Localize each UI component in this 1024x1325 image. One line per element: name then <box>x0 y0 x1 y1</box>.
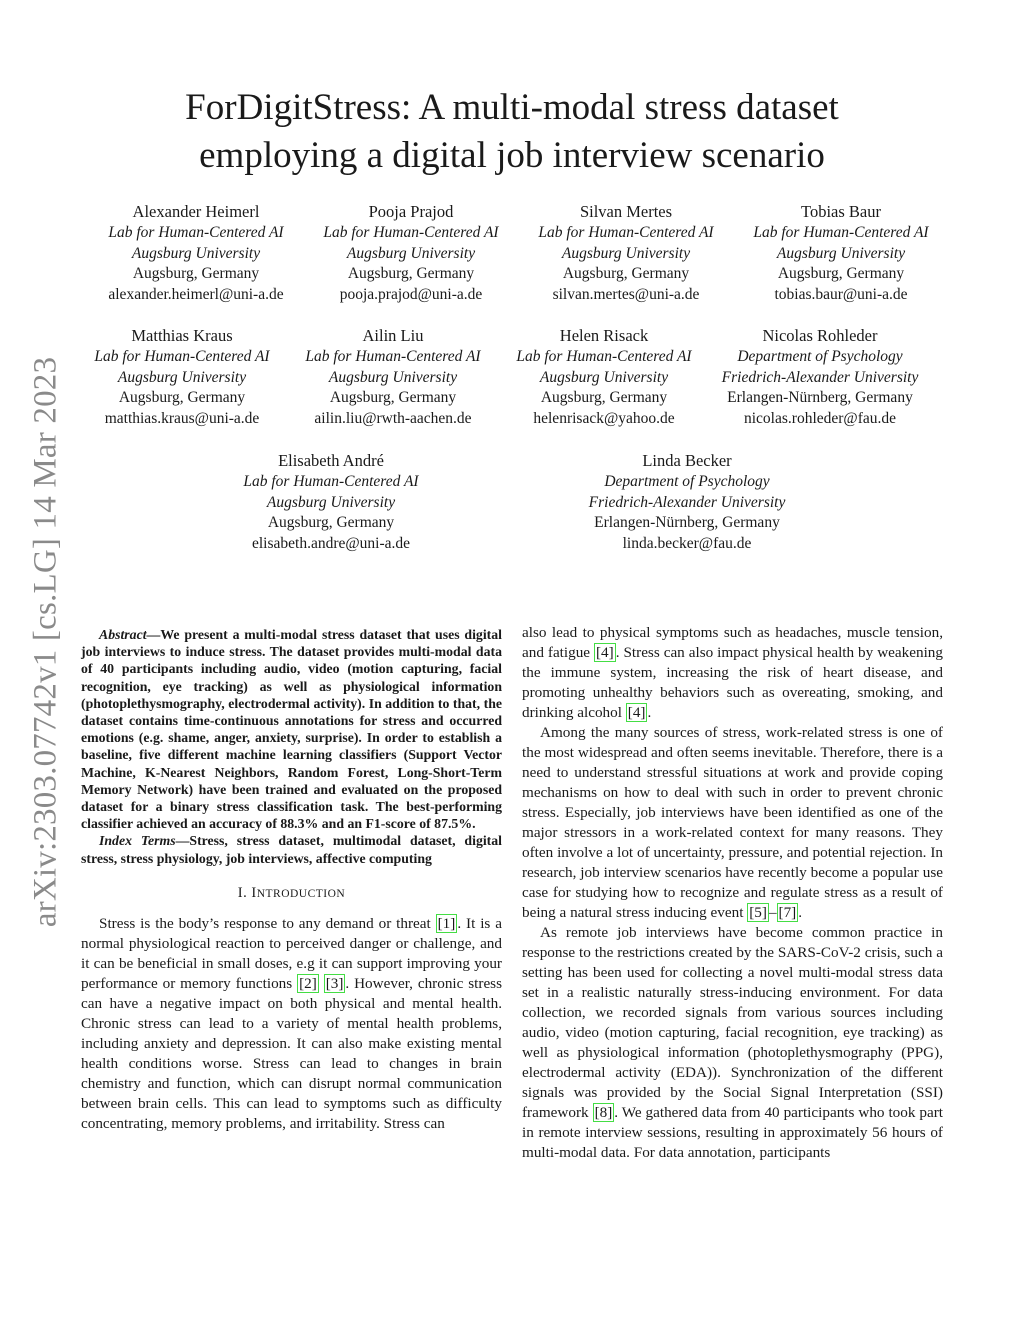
index-terms-text: —Stress, stress dataset, multimodal dataset, digital stress, stress physiology, job interviews, affective computing <box>81 833 502 866</box>
citation-link[interactable]: [5] <box>749 904 767 921</box>
author-email[interactable]: alexander.heimerl@uni-a.de <box>108 286 284 304</box>
author-location: Augsburg, Germany <box>118 389 246 407</box>
body-paragraph-remote-interviews: As remote job interviews have become common practice in response to the restrictions created by the SARS-CoV-2 crisis, such a setting has been used for collecting a novel multi-modal stress data set in a realistic naturally stress-inducing environment. For data collection, we recorded signals from various sources including audio, video (motion capturing, facial recognition, eye tracking) as well as physiological information (photoplethysmography (PPG), electrodermal activity (EDA)). Synchronization of the different signals was provided by the Social Signal Interpretation (SSI) framework [8] . We gathered data from 40 participants who took part in remote interview sessions, resulting in approximately 56 hours of multi-modal data. For data annotation, participants <box>522 924 943 1161</box>
author-name: Linda Becker <box>642 451 732 470</box>
citation-link[interactable]: [1] <box>437 914 456 932</box>
section-heading-introduction: I. INTRODUCTION <box>237 884 346 901</box>
author-location: Augsburg, Germany <box>329 389 457 407</box>
author-location: Erlangen-Nürnberg, Germany <box>594 514 780 532</box>
author-card <box>278 325 508 430</box>
author-department: Lab for Human-Centered AI <box>516 348 692 365</box>
author-email[interactable]: linda.becker@fau.de <box>622 535 752 553</box>
author-university: Friedrich-Alexander University <box>721 368 919 386</box>
author-department: Department of Psychology <box>737 348 903 365</box>
arxiv-identifier-stamp: arXiv:2303.07742v1 [cs.LG] 14 Mar 2023 <box>27 356 64 928</box>
author-department: Lab for Human-Centered AI <box>753 224 929 241</box>
body-paragraph-work-stress: Among the many sources of stress, work-related stress is one of the most widespread and often seems inevitable. Therefore, there is a need to understand stressful situations at work and provide coping mechanisms on how to deal with such in order to prevent chronic stress. Especially, job interviews have been identified as one of the major stressors in a work-related context for many reasons. They often involve a lot of uncertainty, pressure, and potential rejection. In research, job interview scenarios have recently become a popular use case for studying how to recognize and regulate stress as a result of being a natural stress inducing event [5] – [7] . <box>522 724 943 921</box>
author-name: Matthias Kraus <box>131 326 233 345</box>
author-location: Augsburg, Germany <box>540 389 668 407</box>
author-university: Augsburg University <box>561 244 691 262</box>
author-department: Lab for Human-Centered AI <box>305 348 481 365</box>
author-email[interactable]: matthias.kraus@uni-a.de <box>104 410 260 428</box>
citation-link[interactable]: [7] <box>778 904 797 921</box>
title-line-2: employing a digital job interview scenario <box>199 135 825 176</box>
author-card <box>511 201 741 306</box>
author-email[interactable]: tobias.baur@uni-a.de <box>774 286 908 304</box>
author-location: Augsburg, Germany <box>777 265 905 283</box>
author-card <box>81 201 311 306</box>
author-department: Lab for Human-Centered AI <box>538 224 714 241</box>
author-card <box>726 201 956 306</box>
author-name: Alexander Heimerl <box>132 202 260 221</box>
abstract-label: Abstract <box>99 627 147 642</box>
author-card <box>705 325 935 430</box>
citation-link[interactable]: [8] <box>594 1104 613 1121</box>
author-email[interactable]: nicolas.rohleder@fau.de <box>744 410 896 428</box>
abstract-text: —We present a multi-modal stress dataset that uses digital job interviews to induce stress. The dataset provides multi-modal data of 40 participants including audio, video (motion capturing, facial recognition, eye tracking) as well as physiological information (photoplethysmography, electrodermal activity). In addition to that, the dataset contains time-continuous annotations for stress and occurred emotions (e.g. shame, anger, anxiety, surprise). In order to establish a baseline, five different machine learning classifiers (Support Vector Machine, K-Nearest Neighbors, Random Forest, Long-Short-Term Memory Network) have been trained and evaluated on the proposed dataset for a binary stress classification task. The best-performing classifier achieved an accuracy of 88.3% and an F1-score of 87.5%. <box>81 627 502 832</box>
author-university: Augsburg University <box>539 368 669 386</box>
author-card <box>296 201 526 306</box>
author-department: Lab for Human-Centered AI <box>243 473 419 490</box>
author-department: Lab for Human-Centered AI <box>108 224 284 241</box>
author-name: Helen Risack <box>559 326 649 345</box>
author-card <box>67 325 297 430</box>
abstract <box>81 626 502 867</box>
citation-link[interactable]: [4] <box>627 704 646 721</box>
author-name: Silvan Mertes <box>579 202 673 221</box>
author-email[interactable]: pooja.prajod@uni-a.de <box>339 286 483 304</box>
author-university: Friedrich-Alexander University <box>588 493 786 511</box>
author-name: Nicolas Rohleder <box>762 326 878 345</box>
body-paragraph-continued: also lead to physical symptoms such as headaches, muscle tension, and fatigue [4] . Stress can also impact physical health by weakening the immune system, increasing the risk of heart disease, and promoting unhealthy behaviors such as overeating, smoking, and drinking alcohol [4] . <box>522 624 943 721</box>
citation-link[interactable]: [3] <box>325 974 344 992</box>
left-column <box>81 626 502 1134</box>
author-name: Ailin Liu <box>362 326 424 345</box>
author-name: Tobias Baur <box>801 202 881 221</box>
author-card <box>216 450 446 555</box>
author-location: Augsburg, Germany <box>132 265 260 283</box>
author-location: Erlangen-Nürnberg, Germany <box>727 389 913 407</box>
author-location: Augsburg, Germany <box>267 514 395 532</box>
author-email[interactable]: helenrisack@yahoo.de <box>533 410 675 428</box>
author-university: Augsburg University <box>131 244 261 262</box>
author-email[interactable]: elisabeth.andre@uni-a.de <box>251 535 410 553</box>
right-column <box>522 623 943 1163</box>
author-university: Augsburg University <box>266 493 396 511</box>
author-department: Lab for Human-Centered AI <box>323 224 499 241</box>
citation-link[interactable]: [2] <box>299 974 317 992</box>
author-email[interactable]: silvan.mertes@uni-a.de <box>552 286 700 304</box>
author-name: Elisabeth André <box>278 451 384 470</box>
author-university: Augsburg University <box>346 244 476 262</box>
index-terms-label: Index Terms <box>99 833 176 849</box>
author-department: Department of Psychology <box>604 473 770 490</box>
author-name: Pooja Prajod <box>368 202 454 221</box>
author-card <box>489 325 719 430</box>
author-location: Augsburg, Germany <box>347 265 475 283</box>
title-line-1: ForDigitStress: A multi-modal stress dataset <box>185 87 839 128</box>
author-university: Augsburg University <box>776 244 906 262</box>
author-card <box>572 450 802 555</box>
intro-paragraph-1: Stress is the body’s response to any demand or threat [1] . It is a normal physiological reaction to perceived danger or challenge, and it can be beneficial in small doses, e.g it can support improving your performance or memory functions [2] [3] . However, chronic stress can have a negative impact on both physical and mental health. Chronic stress can lead to a variety of mental health problems, including anxiety and depression. It can also make existing mental health conditions worse. Stress can lead to changes in brain chemistry and function, which can disrupt normal communication between brain cells. This can lead to symptoms such as difficulty concentrating, memory problems, and irritability. Stress can <box>81 914 503 1132</box>
author-location: Augsburg, Germany <box>562 265 690 283</box>
author-university: Augsburg University <box>328 368 458 386</box>
author-email[interactable]: ailin.liu@rwth-aachen.de <box>314 410 472 428</box>
paper-title <box>0 84 1024 180</box>
author-university: Augsburg University <box>117 368 247 386</box>
author-department: Lab for Human-Centered AI <box>94 348 270 365</box>
citation-link[interactable]: [4] <box>596 644 614 661</box>
